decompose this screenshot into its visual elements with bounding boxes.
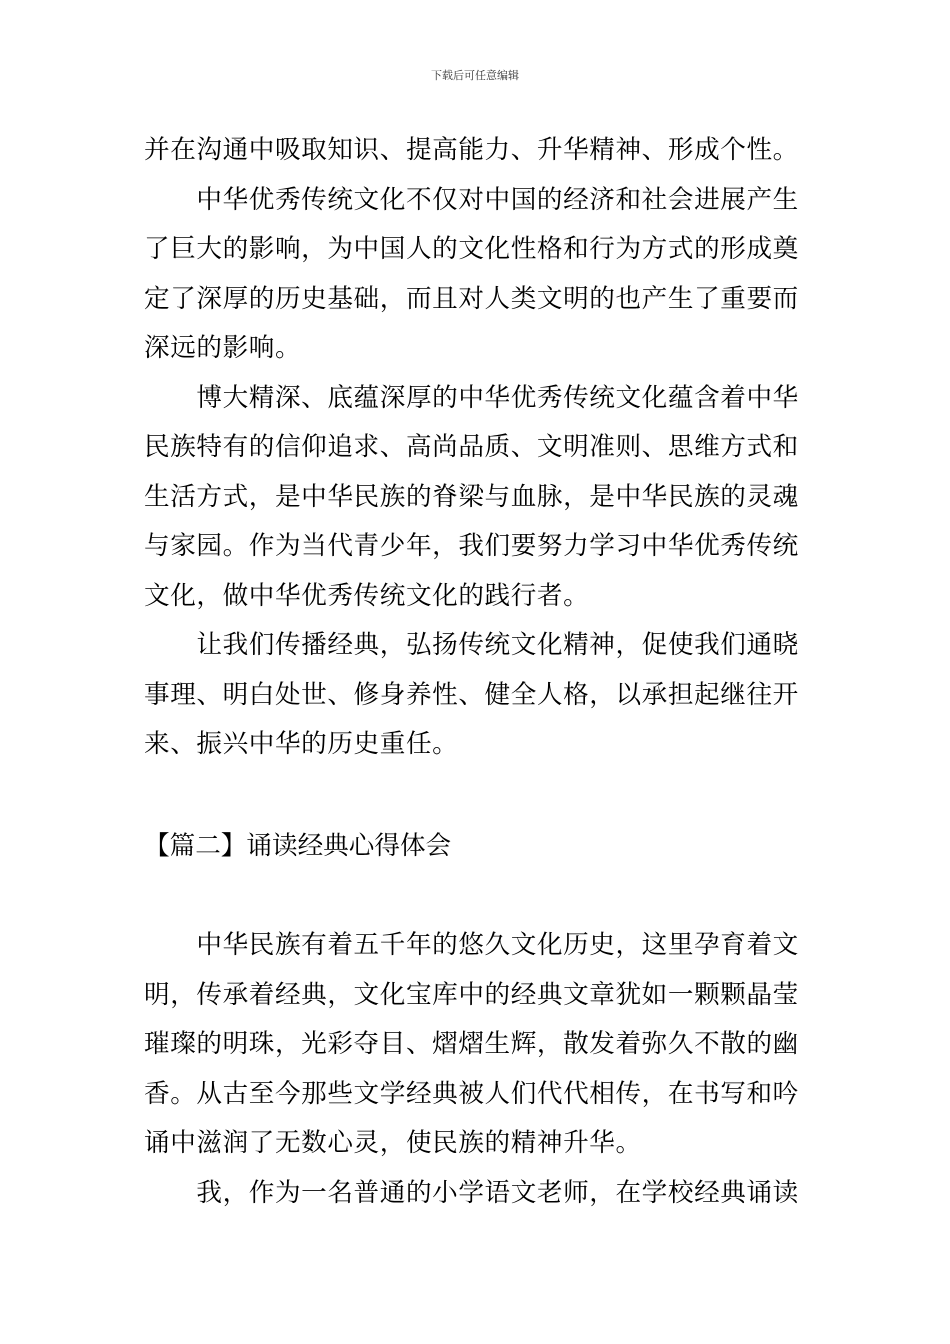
section-two-body: [144, 921, 812, 1218]
paragraph-line: 生活方式，是中华民族的脊梁与血脉，是中华民族的灵魂: [144, 481, 799, 512]
paragraph-line: 中华民族有着五千年的悠久文化历史，这里孕育着文: [144, 930, 799, 960]
paragraph-line: 璀璨的明珠，光彩夺目、熠熠生辉，散发着弥久不散的幽: [144, 1029, 799, 1059]
paragraph-line: 了巨大的影响，为中国人的文化性格和行为方式的形成奠: [144, 234, 799, 264]
paragraph-line: 诵中滋润了无数心灵，使民族的精神升华。: [144, 1128, 642, 1158]
paragraph-line: 明，传承着经典，文化宝库中的经典文章犹如一颗颗晶莹: [144, 979, 799, 1010]
paragraph-line: 定了深厚的历史基础，而且对人类文明的也产生了重要而: [144, 283, 799, 314]
paragraph-line: 来、振兴中华的历史重任。: [144, 729, 459, 759]
paragraph-line: 我，作为一名普通的小学语文老师，在学校经典诵读: [144, 1177, 799, 1208]
paragraph-line: 深远的影响。: [144, 333, 302, 363]
section-one-body: [144, 126, 812, 770]
paragraph-line: 文化，做中华优秀传统文化的践行者。: [144, 580, 590, 611]
paragraph-line: 事理、明白处世、修身养性、健全人格，以承担起继往开: [144, 679, 799, 710]
paragraph-line: 博大精深、底蕴深厚的中华优秀传统文化蕴含着中华: [144, 382, 799, 413]
page-header: 下载后可任意编辑: [431, 69, 519, 82]
paragraph-line: 民族特有的信仰追求、高尚品质、文明准则、思维方式和: [144, 432, 799, 462]
paragraph-line: 与家园。作为当代青少年，我们要努力学习中华优秀传统: [144, 531, 799, 561]
paragraph-line: 香。从古至今那些文学经典被人们代代相传，在书写和吟: [144, 1078, 799, 1109]
section-heading: 【篇二】诵读经典心得体会: [144, 831, 452, 861]
paragraph-line: 让我们传播经典，弘扬传统文化精神，促使我们通晓: [144, 630, 799, 660]
paragraph-line: 并在沟通中吸取知识、提高能力、升华精神、形成个性。: [144, 135, 799, 165]
paragraph-line: 中华优秀传统文化不仅对中国的经济和社会进展产生: [144, 184, 799, 215]
